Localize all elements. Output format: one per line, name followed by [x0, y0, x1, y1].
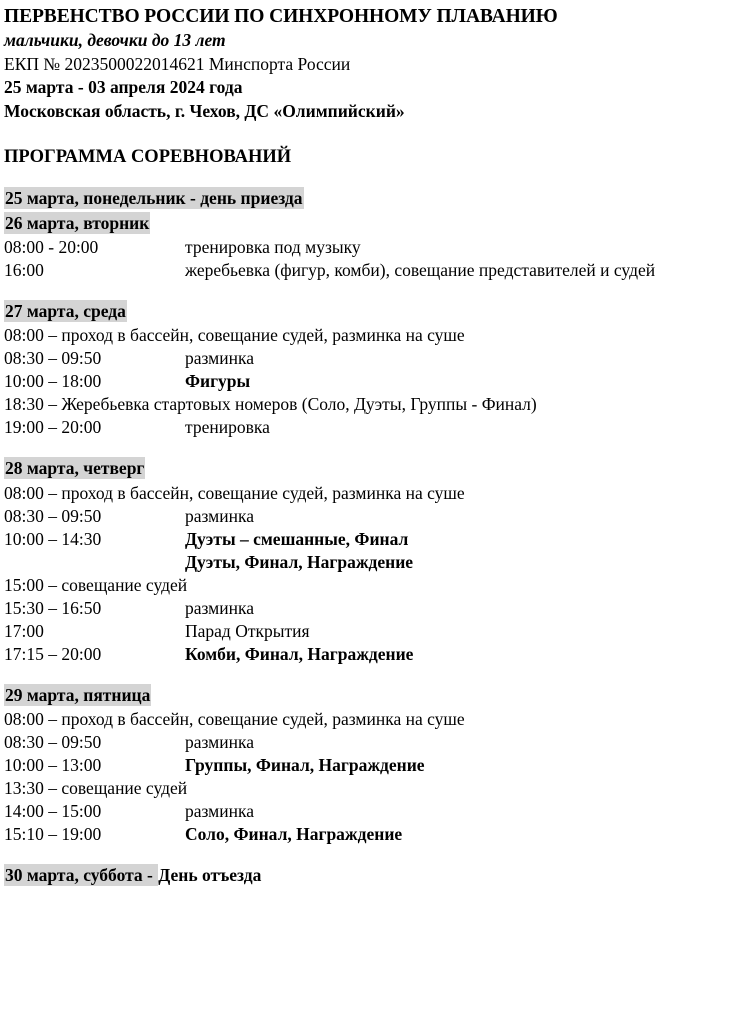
schedule-time: 10:00 – 13:00	[4, 754, 102, 775]
schedule-time: 10:00 – 18:00	[4, 371, 102, 392]
schedule-line	[4, 236, 742, 259]
schedule-description: тренировка под музыку	[185, 237, 361, 258]
schedule-line	[4, 324, 742, 347]
day-heading-highlight: 30 марта, суббота -	[5, 864, 158, 885]
schedule-line	[4, 370, 742, 393]
schedule-line	[4, 482, 742, 505]
schedule-description: Фигуры	[185, 371, 251, 392]
schedule-line	[4, 708, 742, 731]
schedule-description: Комби, Финал, Награждение	[185, 643, 414, 664]
schedule-line	[4, 347, 742, 370]
schedule-line	[4, 643, 742, 666]
schedule-line	[4, 731, 742, 754]
schedule-time: 15:10 – 19:00	[4, 823, 102, 844]
schedule-description: Парад Открытия	[185, 620, 310, 641]
schedule-description: Соло, Финал, Награждение	[185, 823, 403, 844]
page-title: ПЕРВЕНСТВО РОССИИ ПО СИНХРОННОМУ ПЛАВАНИЮ	[4, 6, 558, 27]
schedule-time: 08:30 – 09:50	[4, 731, 102, 752]
day-heading-highlight: 29 марта, пятница	[5, 684, 151, 705]
ekp-registration-line: ЕКП № 2023500022014621 Минспорта России	[4, 53, 351, 74]
schedule-time: 08:00 - 20:00	[4, 237, 99, 258]
day-block	[4, 300, 742, 439]
schedule-description: Дуэты, Финал, Награждение	[185, 551, 414, 572]
schedule-description: совещание судей	[61, 574, 188, 595]
schedule-description: проход в бассейн, совещание судей, разминка на суше	[61, 325, 465, 346]
day-heading-highlight: 25 марта, понедельник - день приезда	[5, 188, 303, 209]
event-dates-line: 25 марта - 03 апреля 2024 года	[4, 77, 243, 98]
schedule-description: Дуэты – смешанные, Финал	[185, 528, 409, 549]
subtitle-age-category: мальчики, девочки до 13 лет	[4, 30, 226, 51]
schedule-description: Группы, Финал, Награждение	[185, 754, 425, 775]
schedule-time: 15:30 – 16:50	[4, 597, 102, 618]
schedule-days-container	[4, 187, 742, 887]
schedule-time: 16:00	[4, 260, 44, 281]
schedule-description: разминка	[185, 731, 254, 752]
schedule-description: проход в бассейн, совещание судей, разминка на суше	[61, 708, 465, 729]
schedule-line	[4, 551, 742, 574]
day-heading	[4, 300, 742, 323]
day-heading-highlight: 26 марта, вторник	[5, 213, 150, 234]
program-section-heading: ПРОГРАММА СОРЕВНОВАНИЙ	[4, 147, 292, 168]
schedule-description: разминка	[185, 505, 254, 526]
schedule-line	[4, 528, 742, 551]
schedule-line	[4, 823, 742, 846]
event-venue-line: Московская область, г. Чехов, ДС «Олимпийский»	[4, 100, 405, 121]
schedule-line	[4, 259, 742, 282]
schedule-time: 08:00 –	[4, 482, 57, 503]
schedule-time: 15:00 –	[4, 574, 57, 595]
day-heading	[4, 457, 742, 480]
schedule-time: 08:30 – 09:50	[4, 348, 102, 369]
schedule-time: 19:00 – 20:00	[4, 417, 102, 438]
schedule-line	[4, 620, 742, 643]
day-heading	[4, 864, 742, 887]
day-heading	[4, 187, 742, 210]
day-heading-highlight: 27 марта, среда	[5, 301, 126, 322]
schedule-description: разминка	[185, 597, 254, 618]
schedule-line	[4, 393, 742, 416]
day-heading-highlight: 28 марта, четверг	[5, 458, 145, 479]
schedule-line	[4, 800, 742, 823]
schedule-description: жеребьевка (фигур, комби), совещание представителей и судей	[185, 260, 656, 281]
schedule-line	[4, 505, 742, 528]
day-heading	[4, 212, 742, 235]
document-header	[4, 4, 742, 123]
schedule-description: совещание судей	[61, 777, 188, 798]
schedule-time: 08:00 –	[4, 325, 57, 346]
schedule-description: разминка	[185, 348, 254, 369]
schedule-time: 17:00	[4, 620, 44, 641]
day-block	[4, 457, 742, 665]
day-block	[4, 684, 742, 846]
schedule-time: 13:30 –	[4, 777, 57, 798]
schedule-description: разминка	[185, 800, 254, 821]
schedule-line	[4, 597, 742, 620]
schedule-time: 08:30 – 09:50	[4, 505, 102, 526]
schedule-line	[4, 754, 742, 777]
day-heading	[4, 684, 742, 707]
schedule-description: Жеребьевка стартовых номеров (Соло, Дуэты, Группы - Финал)	[61, 394, 537, 415]
day-block	[4, 864, 742, 887]
schedule-line	[4, 416, 742, 439]
schedule-line	[4, 777, 742, 800]
day-block	[4, 187, 742, 210]
schedule-time: 08:00 –	[4, 708, 57, 729]
schedule-time: 10:00 – 14:30	[4, 528, 102, 549]
schedule-description: проход в бассейн, совещание судей, разминка на суше	[61, 482, 465, 503]
schedule-time: 17:15 – 20:00	[4, 643, 102, 664]
day-block	[4, 212, 742, 282]
schedule-line	[4, 574, 742, 597]
schedule-time: 18:30 –	[4, 394, 57, 415]
schedule-time: 14:00 – 15:00	[4, 800, 102, 821]
day-heading-trailing-text: День отъезда	[158, 864, 262, 885]
schedule-description: тренировка	[185, 417, 270, 438]
